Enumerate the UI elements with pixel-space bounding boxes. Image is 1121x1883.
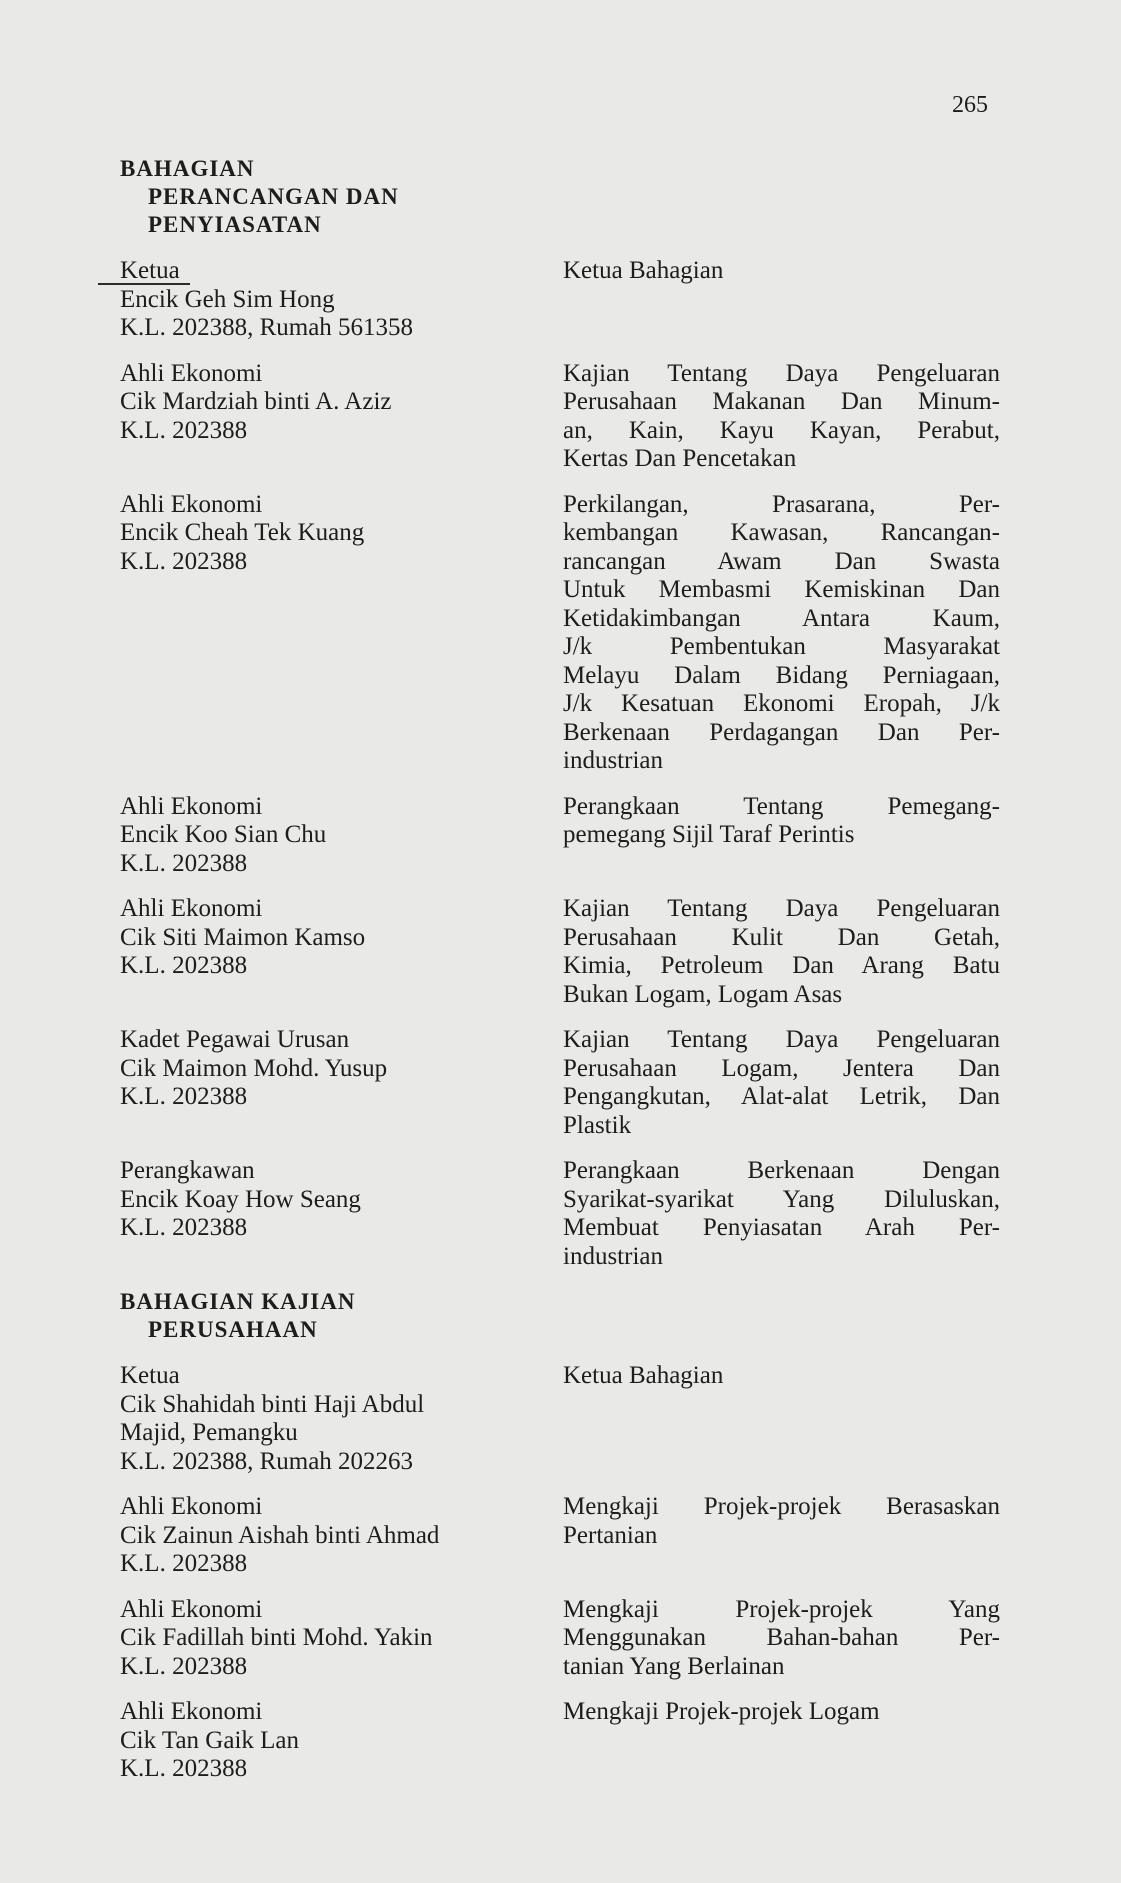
- staff-phone: K.L. 202388: [120, 416, 248, 444]
- staff-name: Encik Koo Sian Chu: [120, 821, 327, 848]
- responsibility-line: Melayu Dalam Bidang Perniagaan,: [563, 661, 1000, 689]
- responsibility-line: Mengkaji Projek-projek Berasaskan: [563, 1493, 1000, 1520]
- section-heading-line: PENYIASATAN: [148, 212, 322, 237]
- responsibility-line: Kertas Dan Pencetakan: [563, 445, 797, 472]
- section-kajian-perusahaan: [120, 1288, 1000, 1801]
- staff-position: Ketua: [120, 1362, 180, 1389]
- staff-position: Kadet Pegawai Urusan: [120, 1026, 350, 1053]
- staff-details: [120, 1157, 550, 1271]
- responsibility-line: Perusahaan Logam, Jentera Dan: [563, 1054, 1000, 1082]
- responsibility-line: Berkenaan Perdagangan Dan Per-: [563, 718, 1000, 746]
- staff-phone: K.L. 202388: [120, 1652, 248, 1680]
- staff-phone: K.L. 202388, Rumah 202263: [120, 1447, 414, 1475]
- section-heading-line: PERUSAHAAN: [148, 1317, 318, 1342]
- staff-phone: K.L. 202388: [120, 547, 248, 575]
- responsibility-line: Untuk Membasmi Kemiskinan Dan: [563, 576, 1000, 603]
- staff-responsibility: [563, 1157, 1000, 1271]
- responsibility-line: pemegang Sijil Taraf Perintis: [563, 821, 855, 848]
- staff-entry: [120, 1596, 1000, 1682]
- responsibility-line: Kimia, Petroleum Dan Arang Batu: [563, 952, 1000, 979]
- responsibility-line: Pertanian: [563, 1521, 658, 1549]
- responsibility-line: rancangan Awam Dan Swasta: [563, 547, 1000, 575]
- staff-name: Encik Cheah Tek Kuang: [120, 519, 365, 546]
- staff-details: [120, 257, 550, 343]
- section-heading-line: BAHAGIAN KAJIAN: [120, 1289, 356, 1314]
- staff-position: Ahli Ekonomi: [120, 359, 263, 387]
- responsibility-line: J/k Pembentukan Masyarakat: [563, 633, 1000, 660]
- staff-details: [120, 1698, 550, 1784]
- responsibility-line: Kajian Tentang Daya Pengeluaran: [563, 1026, 1000, 1053]
- staff-name: Cik Mardziah binti A. Aziz: [120, 388, 392, 415]
- staff-phone: K.L. 202388: [120, 1550, 248, 1577]
- responsibility-line: Kajian Tentang Daya Pengeluaran: [563, 895, 1000, 922]
- staff-details: [120, 793, 550, 879]
- staff-name: Cik Shahidah binti Haji Abdul: [120, 1390, 425, 1418]
- staff-responsibility: [563, 1596, 1000, 1682]
- responsibility-line: industrian: [563, 747, 663, 774]
- staff-details: [120, 1493, 550, 1579]
- staff-responsibility: [563, 360, 1000, 474]
- staff-details: [120, 360, 550, 474]
- responsibility-line: Bukan Logam, Logam Asas: [563, 980, 843, 1008]
- staff-entry: [120, 793, 1000, 879]
- responsibility-line: Perkilangan, Prasarana, Per-: [563, 490, 1000, 518]
- staff-position: Ahli Ekonomi: [120, 1493, 263, 1520]
- staff-phone: K.L. 202388: [120, 1083, 248, 1110]
- staff-responsibility: [563, 1698, 1000, 1784]
- staff-responsibility: [563, 491, 1000, 776]
- staff-phone: K.L. 202388: [120, 849, 248, 877]
- staff-name: Cik Fadillah binti Mohd. Yakin: [120, 1624, 433, 1651]
- responsibility-line: Mengkaji Projek-projek Yang: [563, 1595, 1000, 1623]
- staff-details: [120, 491, 550, 776]
- staff-responsibility: [563, 793, 1000, 879]
- staff-position: Ahli Ekonomi: [120, 1595, 263, 1623]
- staff-name: Cik Maimon Mohd. Yusup: [120, 1054, 388, 1082]
- responsibility-line: industrian: [563, 1242, 663, 1270]
- staff-position: Ahli Ekonomi: [120, 490, 263, 518]
- staff-name: Majid, Pemangku: [120, 1419, 298, 1446]
- staff-entry: [120, 895, 1000, 1009]
- section-heading: [120, 1288, 1000, 1344]
- staff-details: [120, 1026, 550, 1140]
- staff-position: Ahli Ekonomi: [120, 792, 263, 820]
- staff-phone: K.L. 202388: [120, 1214, 248, 1241]
- staff-entry: [120, 1698, 1000, 1784]
- responsibility-line: Menggunakan Bahan-bahan Per-: [563, 1624, 1000, 1651]
- staff-entry: [120, 1362, 1000, 1476]
- staff-phone: K.L. 202388: [120, 1755, 248, 1782]
- responsibility-line: Membuat Penyiasatan Arah Per-: [563, 1214, 1000, 1241]
- responsibility-line: tanian Yang Berlainan: [563, 1652, 785, 1680]
- responsibility-line: an, Kain, Kayu Kayan, Perabut,: [563, 416, 1000, 444]
- staff-responsibility: [563, 1026, 1000, 1140]
- staff-position: Perangkawan: [120, 1157, 255, 1184]
- staff-responsibility: [563, 1362, 1000, 1476]
- responsibility-line: J/k Kesatuan Ekonomi Eropah, J/k: [563, 690, 1000, 717]
- responsibility-line: Pengangkutan, Alat-alat Letrik, Dan: [563, 1083, 1000, 1110]
- responsibility-line: Perangkaan Berkenaan Dengan: [563, 1157, 1000, 1184]
- responsibility-line: Ketua Bahagian: [563, 257, 724, 284]
- staff-details: [120, 1362, 550, 1476]
- staff-name: Encik Geh Sim Hong: [120, 285, 335, 313]
- staff-entry: [120, 491, 1000, 776]
- responsibility-line: Ketidakimbangan Antara Kaum,: [563, 604, 1000, 632]
- responsibility-line: Perusahaan Kulit Dan Getah,: [563, 923, 1000, 951]
- staff-responsibility: [563, 1493, 1000, 1579]
- staff-name: Cik Zainun Aishah binti Ahmad: [120, 1521, 440, 1549]
- staff-responsibility: [563, 895, 1000, 1009]
- staff-name: Cik Siti Maimon Kamso: [120, 923, 366, 951]
- staff-details: [120, 1596, 550, 1682]
- responsibility-line: Kajian Tentang Daya Pengeluaran: [563, 359, 1000, 387]
- staff-phone: K.L. 202388: [120, 952, 248, 979]
- staff-entry: [120, 257, 1000, 343]
- staff-position: Ahli Ekonomi: [120, 1698, 263, 1725]
- responsibility-line: Syarikat-syarikat Yang Diluluskan,: [563, 1185, 1000, 1213]
- staff-name: Encik Koay How Seang: [120, 1185, 361, 1213]
- section-perancangan-penyiasatan: [120, 155, 1000, 1288]
- responsibility-line: Plastik: [563, 1111, 632, 1139]
- section-heading: [120, 155, 1000, 239]
- staff-position: Ahli Ekonomi: [120, 895, 263, 922]
- responsibility-line: Mengkaji Projek-projek Logam: [563, 1698, 880, 1725]
- staff-entry: [120, 1026, 1000, 1140]
- staff-position: Ketua: [120, 257, 180, 284]
- responsibility-line: kembangan Kawasan, Rancangan-: [563, 519, 1000, 546]
- responsibility-line: Ketua Bahagian: [563, 1362, 724, 1389]
- page-number: 265: [952, 92, 988, 118]
- section-heading-line: BAHAGIAN: [120, 156, 255, 181]
- responsibility-line: Perusahaan Makanan Dan Minum-: [563, 388, 1000, 415]
- staff-phone: K.L. 202388, Rumah 561358: [120, 314, 414, 341]
- staff-name: Cik Tan Gaik Lan: [120, 1726, 300, 1754]
- staff-entry: [120, 1493, 1000, 1579]
- staff-responsibility: [563, 257, 1000, 343]
- staff-details: [120, 895, 550, 1009]
- responsibility-line: Perangkaan Tentang Pemegang-: [563, 792, 1000, 820]
- staff-entry: [120, 1157, 1000, 1271]
- section-heading-line: PERANCANGAN DAN: [148, 184, 399, 209]
- staff-entry: [120, 360, 1000, 474]
